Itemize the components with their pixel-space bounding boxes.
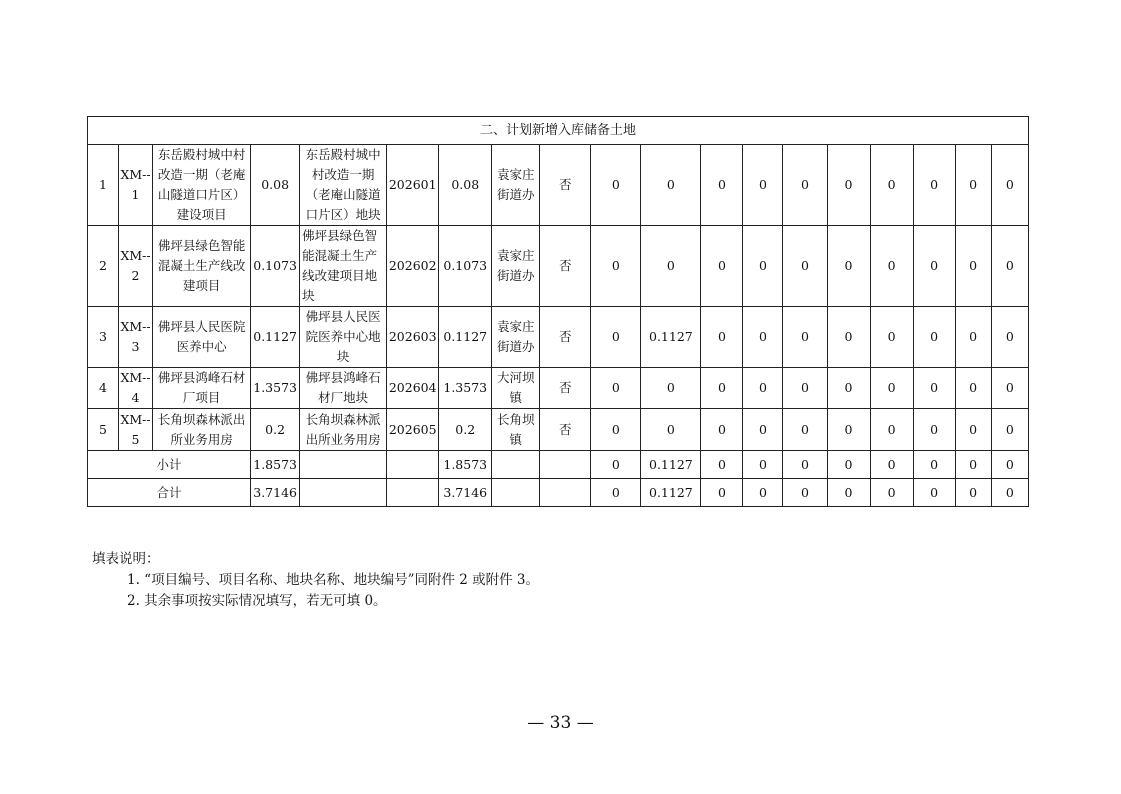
value-cell: 0 <box>641 226 701 307</box>
value-cell: 0 <box>701 479 743 507</box>
plot-area: 1.3573 <box>439 368 492 409</box>
table-row <box>88 307 1029 368</box>
empty-cell <box>300 451 387 479</box>
value-cell: 0 <box>991 226 1028 307</box>
row-number: 4 <box>88 368 119 409</box>
page-number: — 33 — <box>527 713 594 733</box>
value-cell: 0 <box>783 307 827 368</box>
value-cell: 0 <box>701 409 743 451</box>
flag: 否 <box>540 226 591 307</box>
value-cell: 0 <box>591 226 641 307</box>
value-cell: 0 <box>827 451 870 479</box>
value-cell: 0 <box>955 368 991 409</box>
value-cell: 0 <box>827 409 870 451</box>
empty-cell <box>300 479 387 507</box>
value-cell: 0.1127 <box>641 451 701 479</box>
plot-name: 长角坝森林派出所业务用房 <box>300 409 387 451</box>
project-name: 佛坪县绿色智能混凝土生产线改建项目 <box>153 226 251 307</box>
subtotal-area: 1.8573 <box>251 451 300 479</box>
value-cell: 0 <box>913 368 955 409</box>
location: 长角坝镇 <box>492 409 540 451</box>
value-cell: 0 <box>870 145 913 226</box>
plot-area: 0.08 <box>439 145 492 226</box>
value-cell: 0 <box>991 451 1028 479</box>
value-cell: 0 <box>641 145 701 226</box>
value-cell: 0 <box>743 145 783 226</box>
value-cell: 0 <box>955 145 991 226</box>
value-cell: 0 <box>591 409 641 451</box>
value-cell: 0 <box>591 307 641 368</box>
note-item: 2. 其余事项按实际情况填写，若无可填 0。 <box>127 593 387 609</box>
project-code: XM--3 <box>119 307 153 368</box>
value-cell: 0 <box>991 145 1028 226</box>
plot-area: 0.2 <box>439 409 492 451</box>
value-cell: 0 <box>913 307 955 368</box>
subtotal-row <box>88 451 1029 479</box>
table-row <box>88 145 1029 226</box>
value-cell: 0 <box>870 409 913 451</box>
value-cell: 0 <box>783 479 827 507</box>
plot-name: 佛坪县绿色智能混凝土生产线改建项目地块 <box>300 226 387 307</box>
location: 袁家庄街道办 <box>492 226 540 307</box>
fill-instructions <box>92 549 539 612</box>
value-cell: 0 <box>955 451 991 479</box>
table-row <box>88 409 1029 451</box>
value-cell: 0 <box>591 145 641 226</box>
value-cell: 0 <box>701 451 743 479</box>
value-cell: 0.1127 <box>641 479 701 507</box>
plot-code: 202603 <box>387 307 439 368</box>
empty-cell <box>540 479 591 507</box>
value-cell: 0 <box>955 226 991 307</box>
value-cell: 0 <box>870 226 913 307</box>
plot-code: 202605 <box>387 409 439 451</box>
project-area: 0.1073 <box>251 226 300 307</box>
value-cell: 0 <box>743 451 783 479</box>
flag: 否 <box>540 368 591 409</box>
value-cell: 0 <box>827 479 870 507</box>
section-title: 二、计划新增入库储备土地 <box>88 117 1029 145</box>
value-cell: 0 <box>827 145 870 226</box>
total-label: 合计 <box>88 479 251 507</box>
plot-code: 202602 <box>387 226 439 307</box>
project-code: XM--1 <box>119 145 153 226</box>
value-cell: 0 <box>591 479 641 507</box>
value-cell: 0 <box>870 368 913 409</box>
subtotal-label: 小计 <box>88 451 251 479</box>
location: 大河坝镇 <box>492 368 540 409</box>
subtotal-plot-area: 1.8573 <box>439 451 492 479</box>
plot-name: 佛坪县人民医院医养中心地块 <box>300 307 387 368</box>
value-cell: 0.1127 <box>641 307 701 368</box>
value-cell: 0 <box>955 409 991 451</box>
project-area: 0.1127 <box>251 307 300 368</box>
value-cell: 0 <box>913 409 955 451</box>
empty-cell <box>540 451 591 479</box>
plot-code: 202604 <box>387 368 439 409</box>
project-name: 东岳殿村城中村改造一期（老庵山隧道口片区）建设项目 <box>153 145 251 226</box>
note-item: 1. “项目编号、项目名称、地块名称、地块编号”同附件 2 或附件 3。 <box>127 572 540 588</box>
value-cell: 0 <box>783 368 827 409</box>
row-number: 3 <box>88 307 119 368</box>
value-cell: 0 <box>743 226 783 307</box>
value-cell: 0 <box>783 451 827 479</box>
empty-cell <box>492 451 540 479</box>
value-cell: 0 <box>913 145 955 226</box>
value-cell: 0 <box>955 479 991 507</box>
value-cell: 0 <box>913 226 955 307</box>
project-area: 1.3573 <box>251 368 300 409</box>
value-cell: 0 <box>827 226 870 307</box>
plot-area: 0.1127 <box>439 307 492 368</box>
value-cell: 0 <box>991 368 1028 409</box>
value-cell: 0 <box>641 368 701 409</box>
value-cell: 0 <box>701 226 743 307</box>
value-cell: 0 <box>955 307 991 368</box>
value-cell: 0 <box>591 451 641 479</box>
total-row <box>88 479 1029 507</box>
empty-cell <box>387 479 439 507</box>
project-code: XM--5 <box>119 409 153 451</box>
land-reserve-table <box>87 116 1029 507</box>
value-cell: 0 <box>743 479 783 507</box>
value-cell: 0 <box>743 409 783 451</box>
row-number: 5 <box>88 409 119 451</box>
value-cell: 0 <box>870 479 913 507</box>
notes-title: 填表说明： <box>92 551 160 567</box>
value-cell: 0 <box>991 307 1028 368</box>
value-cell: 0 <box>870 307 913 368</box>
value-cell: 0 <box>743 368 783 409</box>
row-number: 2 <box>88 226 119 307</box>
flag: 否 <box>540 145 591 226</box>
plot-area: 0.1073 <box>439 226 492 307</box>
value-cell: 0 <box>701 368 743 409</box>
value-cell: 0 <box>991 409 1028 451</box>
plot-name: 佛坪县鸿峰石材厂地块 <box>300 368 387 409</box>
value-cell: 0 <box>701 145 743 226</box>
value-cell: 0 <box>827 368 870 409</box>
location: 袁家庄街道办 <box>492 145 540 226</box>
table-row <box>88 368 1029 409</box>
table-row <box>88 226 1029 307</box>
total-plot-area: 3.7146 <box>439 479 492 507</box>
plot-code: 202601 <box>387 145 439 226</box>
value-cell: 0 <box>783 409 827 451</box>
value-cell: 0 <box>870 451 913 479</box>
flag: 否 <box>540 307 591 368</box>
project-area: 0.2 <box>251 409 300 451</box>
project-name: 佛坪县鸿峰石材厂项目 <box>153 368 251 409</box>
location: 袁家庄街道办 <box>492 307 540 368</box>
value-cell: 0 <box>641 409 701 451</box>
empty-cell <box>492 479 540 507</box>
project-code: XM--2 <box>119 226 153 307</box>
value-cell: 0 <box>913 451 955 479</box>
project-code: XM--4 <box>119 368 153 409</box>
row-number: 1 <box>88 145 119 226</box>
value-cell: 0 <box>591 368 641 409</box>
value-cell: 0 <box>701 307 743 368</box>
project-name: 长角坝森林派出所业务用房 <box>153 409 251 451</box>
value-cell: 0 <box>913 479 955 507</box>
project-name: 佛坪县人民医院医养中心 <box>153 307 251 368</box>
value-cell: 0 <box>827 307 870 368</box>
value-cell: 0 <box>991 479 1028 507</box>
value-cell: 0 <box>783 145 827 226</box>
flag: 否 <box>540 409 591 451</box>
plot-name: 东岳殿村城中村改造一期（老庵山隧道口片区）地块 <box>300 145 387 226</box>
empty-cell <box>387 451 439 479</box>
value-cell: 0 <box>783 226 827 307</box>
project-area: 0.08 <box>251 145 300 226</box>
total-area: 3.7146 <box>251 479 300 507</box>
value-cell: 0 <box>743 307 783 368</box>
